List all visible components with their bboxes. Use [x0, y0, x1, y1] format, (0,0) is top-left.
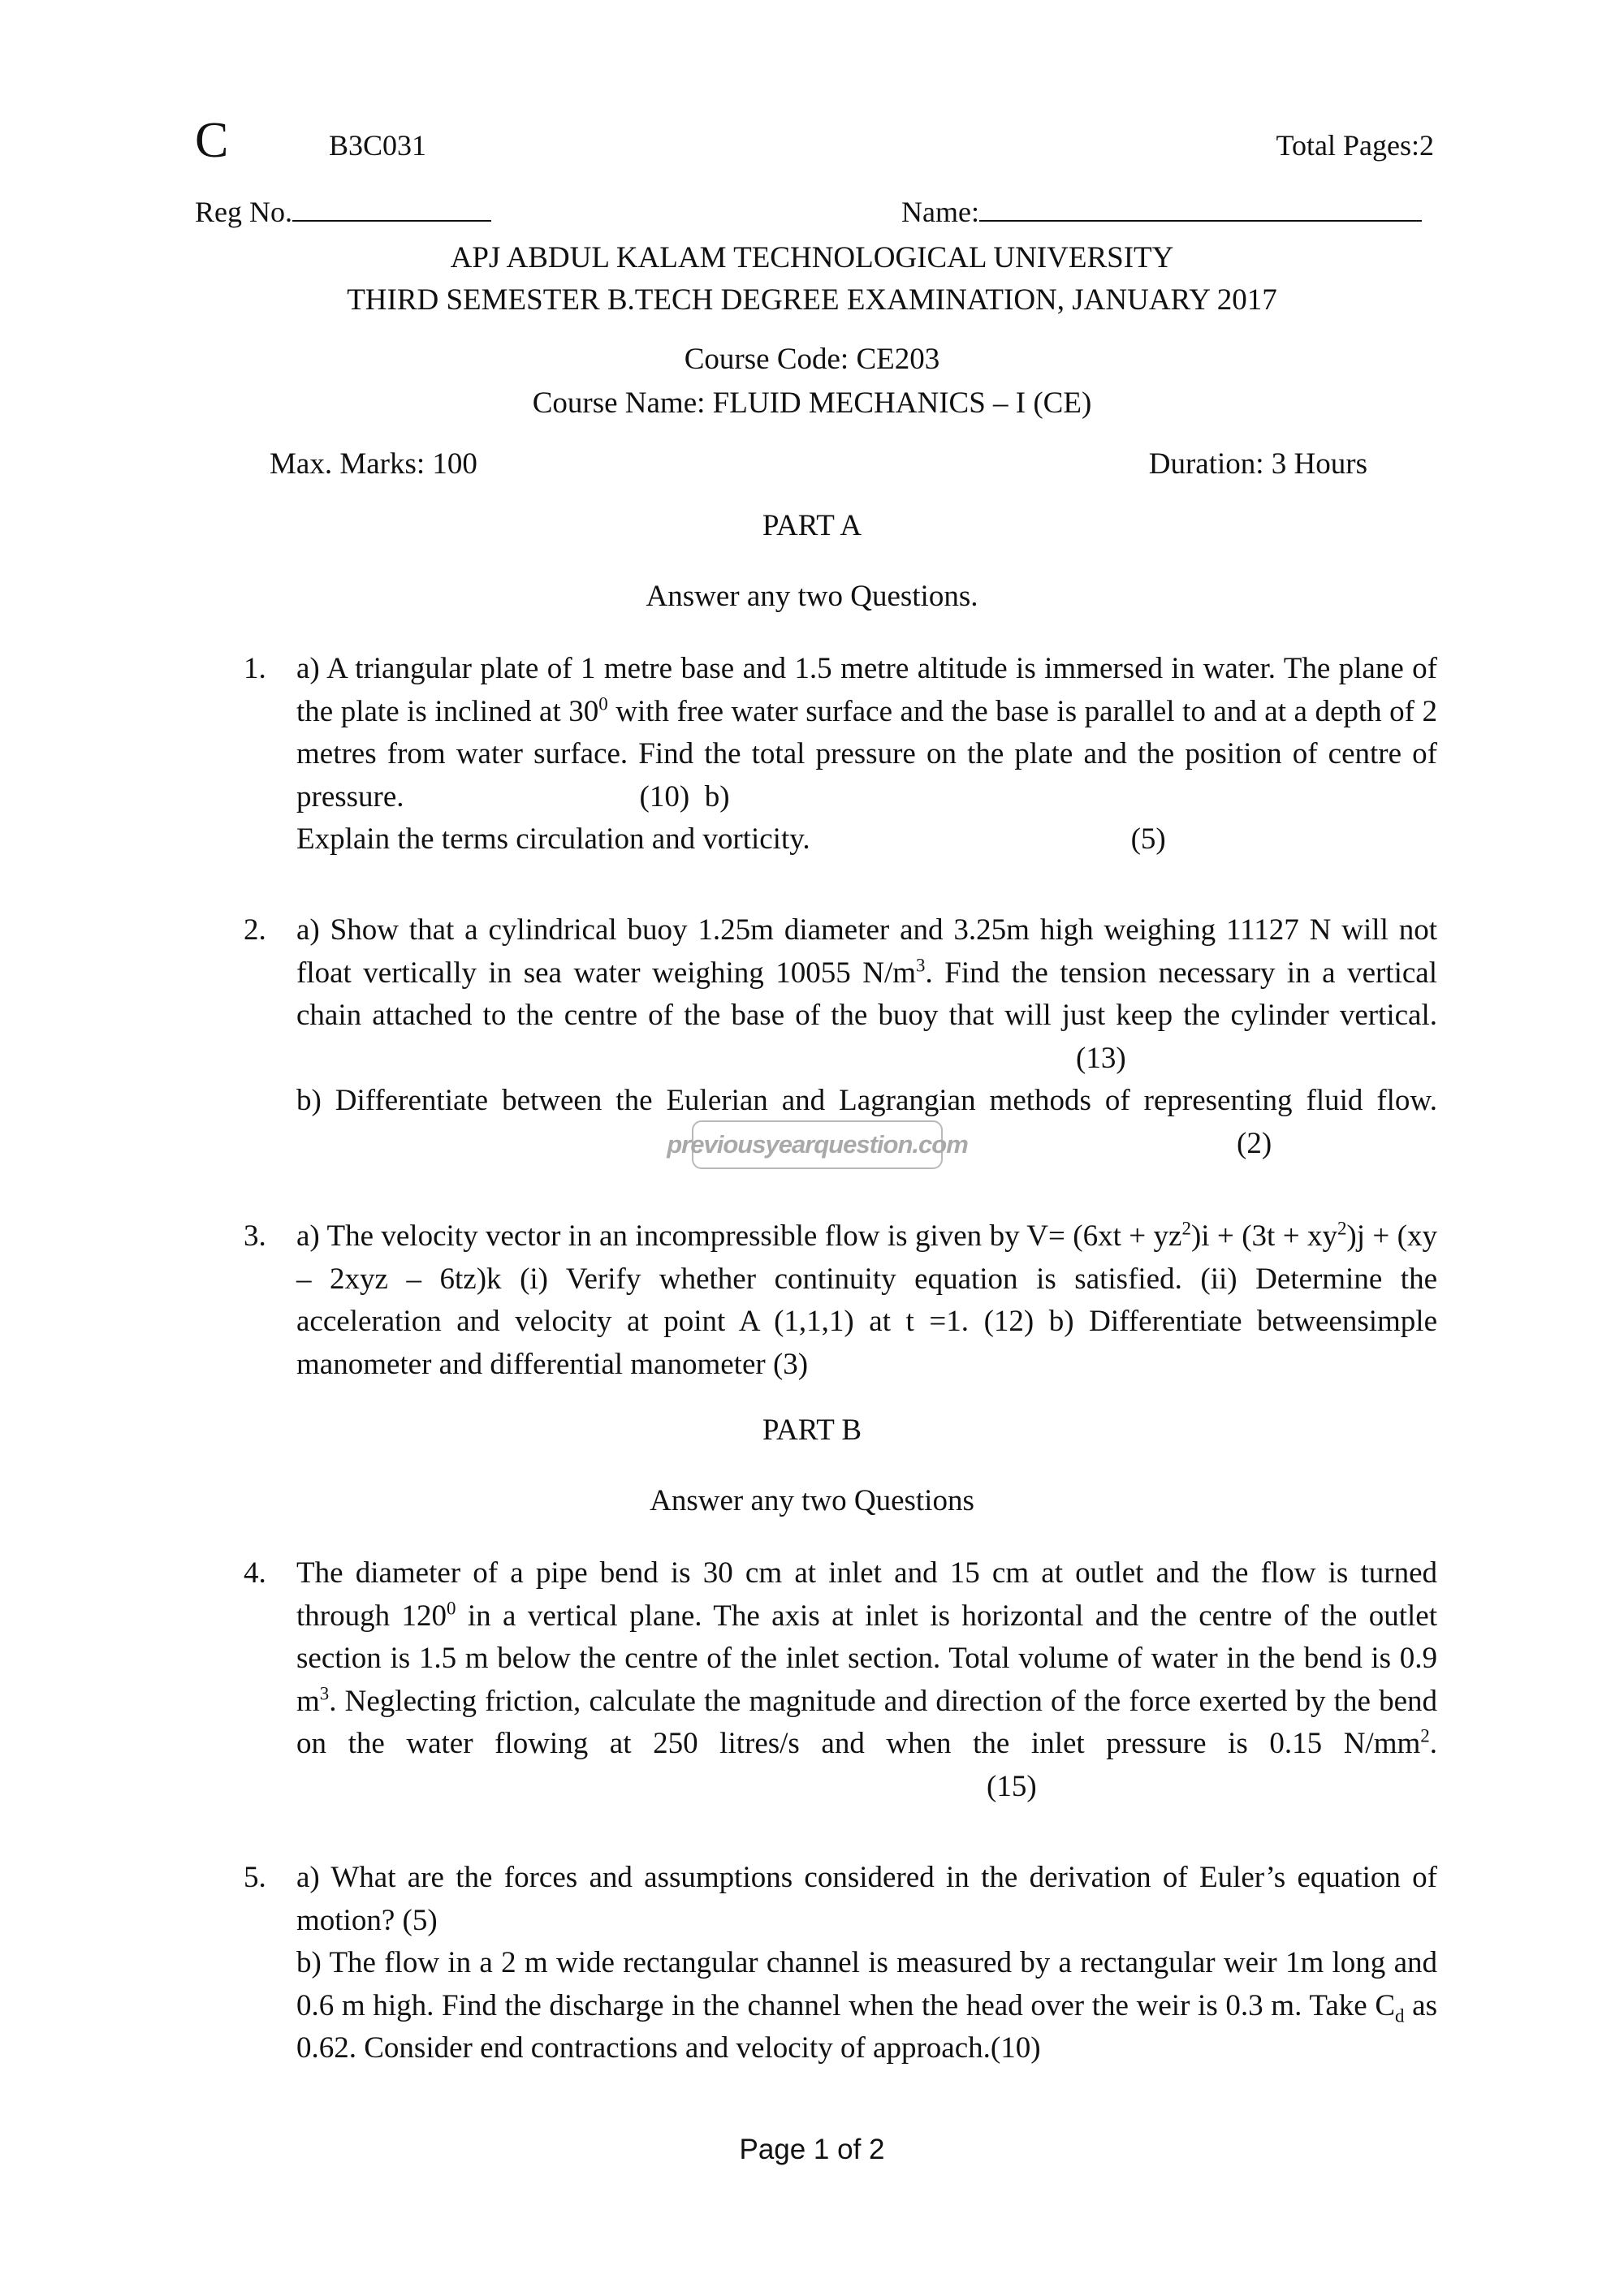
question-4-text: The diameter of a pipe bend is 30 cm at inlet and 15 cm at outlet and the flow is turned through $120^0$ in a vertical plane. The axis at inlet is horizontal and the centre of the outlet section is 1.5 m below the centre of the inlet section. Total volume of water in the bend is 0.9 $m^3$. Neglecting friction, calculate the magnitude and direction of the force exerted by the bend on the water flowing at 250 litres/s and when the inlet pressure is 0.15 $N/mm^2.(15)$: [296, 1556, 1438, 1803]
question-1b-marks: (5): [1130, 822, 1166, 856]
exam-title: THIRD SEMESTER B.TECH DEGREE EXAMINATION, JANUARY 2017: [347, 283, 1277, 317]
part-b-title: PART B: [762, 1413, 862, 1447]
name-field: [901, 195, 1422, 229]
question-4-marks: (15): [987, 1769, 1037, 1803]
question-2a: a) Show that a cylindrical buoy 1.25m diameter and 3.25m high weighing 11127 N will not float vertically in sea water weighing 10055 $N/m^3$. Find the tension necessary in a vertical chain attached to the centre of the base of the buoy that will just keep the cylinder vertical.(13): [296, 913, 1437, 1075]
question-1a-marks: (10): [639, 779, 690, 814]
question-2a-marks: (13): [1076, 1041, 1126, 1075]
question-number: 2.: [244, 913, 266, 947]
question-5a: a) What are the forces and assumptions considered in the derivation of Euler’s equation of motion? (5): [296, 1861, 1437, 1937]
question-number: 4.: [244, 1556, 266, 1590]
total-pages: Total Pages:2: [1276, 129, 1434, 162]
course-name: Course Name: FLUID MECHANICS – I (CE): [532, 386, 1092, 420]
part-b-instruction: Answer any two Questions: [650, 1484, 974, 1517]
question-3-text: a) The velocity vector in an incompressible flow is given by $V= (6xt + yz^2)i + (3t + xy^2)j + (xy - 2xyz - 6tz)k$ (i) Verify whether continuity equation is satisfied. (ii) Determine the acceleration and velocity at point A (1,1,1) at t =1. (12) b) Differentiate betweensimple manometer and differential manometer (3): [296, 1218, 1437, 1381]
course-code: Course Code: CE203: [684, 343, 940, 376]
part-a-instruction: Answer any two Questions.: [646, 580, 978, 613]
question-1b: Explain the terms circulation and vorticity. (5): [296, 822, 1166, 856]
set-letter: C: [195, 113, 229, 168]
paper-code: B3C031: [329, 129, 427, 162]
page-number: Page 1 of 2: [739, 2134, 885, 2165]
watermark-logo: previousyearquestion.com: [692, 1120, 943, 1169]
question-5b: b) The flow in a 2 m wide rectangular channel is measured by a rectangular weir 1m long and 0.6 m high. Find the discharge in the channel when the head over the weir is 0.3 m. Take $C_d$ as 0.62. Consider end contractions and velocity of approach.(10): [296, 1946, 1437, 2065]
max-marks: Max. Marks: 100: [270, 447, 477, 481]
reg-no-line: [292, 196, 491, 222]
university-name: APJ ABDUL KALAM TECHNOLOGICAL UNIVERSITY: [450, 241, 1174, 274]
question-1a: a) A triangular plate of 1 metre base and 1.5 metre altitude is immersed in water. The plane of the plate is inclined at $30^0$ with free water surface and the base is parallel to and at a depth of 2 metres from water surface. Find the total pressure on the plate and the position of centre of pressure. (10) b): [296, 652, 1437, 814]
question-number: 3.: [244, 1219, 266, 1253]
question-number: 5.: [244, 1861, 266, 1894]
question-2b-marks: (2): [1237, 1126, 1272, 1160]
reg-no-field: [195, 195, 491, 229]
question-2b: b) Differentiate between the Eulerian and Lagrangian methods of representing fluid flow.(2): [296, 1084, 1437, 1160]
part-a-title: PART A: [762, 509, 862, 542]
duration: Duration: 3 Hours: [1148, 447, 1367, 481]
reg-no-label: Reg No.: [195, 196, 292, 228]
name-label: Name:: [901, 196, 979, 228]
question-number: 1.: [244, 652, 266, 685]
name-line: [979, 196, 1422, 222]
